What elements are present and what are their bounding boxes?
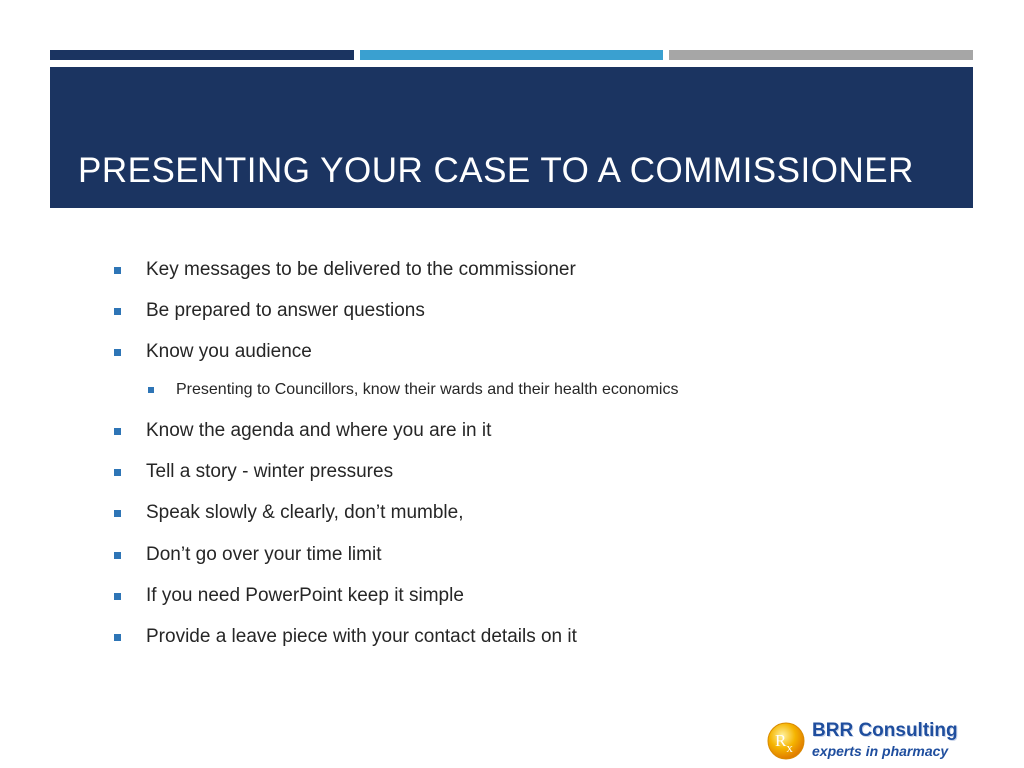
bullet-text: Presenting to Councillors, know their wards and their health economics <box>176 381 679 398</box>
bullet-square-icon <box>114 469 121 476</box>
bullet-text: Know the agenda and where you are in it <box>146 420 492 441</box>
logo-company-name: BRR Consulting <box>812 720 958 741</box>
rx-badge-letter-r: $R_x$ <box>775 731 793 755</box>
bullet-square-icon <box>114 308 121 315</box>
logo-tagline: experts in pharmacy <box>812 743 949 759</box>
bullet-square-icon <box>114 349 121 356</box>
bullet-text: If you need PowerPoint keep it simple <box>146 585 464 606</box>
bullet-item <box>114 258 576 282</box>
bullet-square-icon <box>114 634 121 641</box>
bullet-square-icon <box>148 387 154 393</box>
bullet-item <box>114 501 464 525</box>
bullet-item <box>114 340 312 364</box>
bullet-text: Provide a leave piece with your contact details on it <box>146 626 577 647</box>
bullet-square-icon <box>114 552 121 559</box>
company-logo <box>766 716 976 764</box>
rx-badge-icon <box>766 721 806 761</box>
bullet-text: Key messages to be delivered to the commissioner <box>146 259 576 280</box>
bullet-item <box>114 299 425 323</box>
slide-title: PRESENTING YOUR CASE TO A COMMISSIONER <box>78 151 914 190</box>
bullet-square-icon <box>114 593 121 600</box>
bullet-item <box>114 419 491 443</box>
bullet-square-icon <box>114 267 121 274</box>
bullet-square-icon <box>114 428 121 435</box>
bullet-text: Know you audience <box>146 341 312 362</box>
bullet-text: Tell a story - winter pressures <box>146 461 394 482</box>
bullet-item <box>114 584 464 608</box>
bullet-text: Don’t go over your time limit <box>146 544 382 565</box>
bullet-item <box>114 460 393 484</box>
bullet-text: Speak slowly & clearly, don’t mumble, <box>146 502 464 523</box>
sub-bullet-item <box>148 380 678 400</box>
bullet-item <box>114 625 577 649</box>
bullet-item <box>114 543 381 567</box>
bullet-text: Be prepared to answer questions <box>146 300 425 321</box>
bullet-square-icon <box>114 510 121 517</box>
